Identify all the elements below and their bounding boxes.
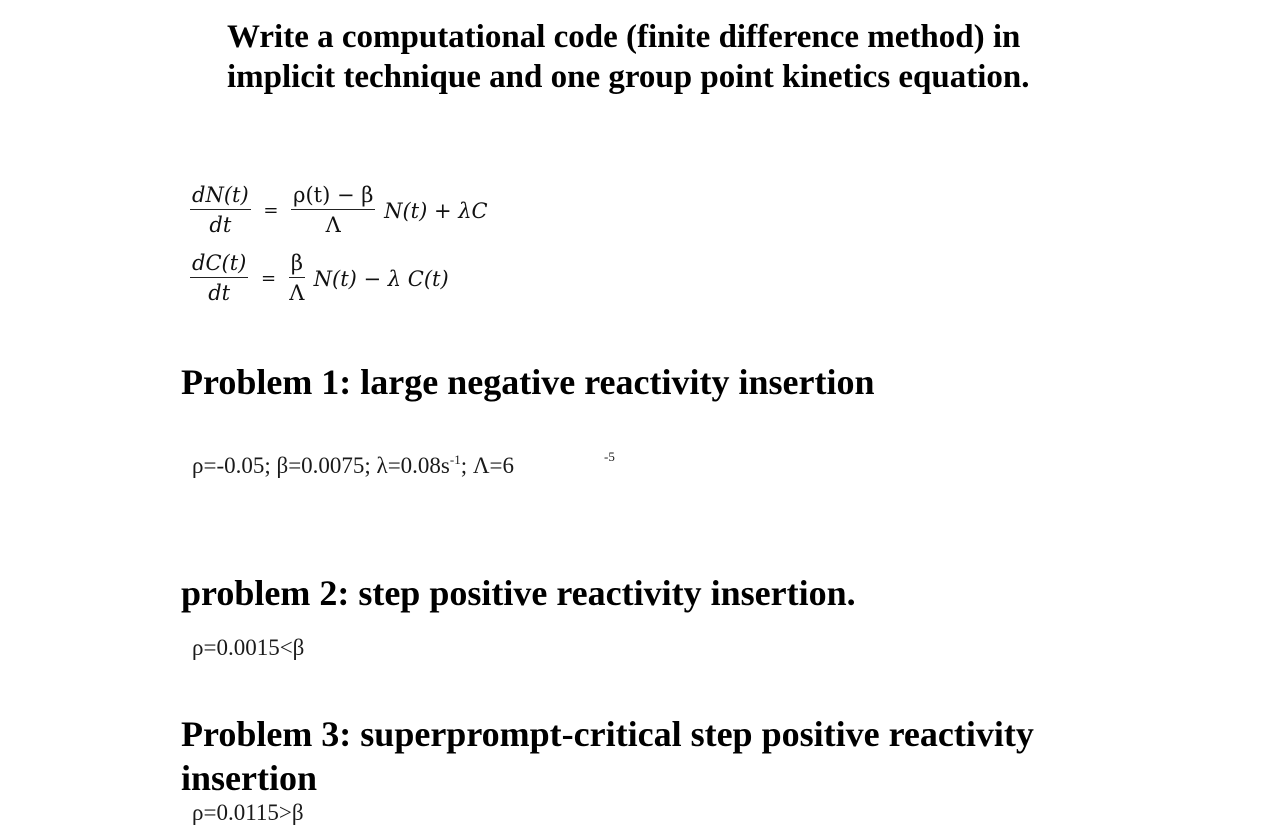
problem-3-heading-line-1: Problem 3: superprompt-critical step positive reactivity xyxy=(181,714,1034,754)
problem-3-heading-line-2: insertion xyxy=(181,758,318,798)
problem-2-parameters: ρ=0.0015<β xyxy=(192,635,305,660)
eq1-rhs-numerator: ρ(t) − β xyxy=(291,183,375,210)
eq2-rest: N(t) − λ C(t) xyxy=(313,266,449,291)
problem-1-params-tail: ; Λ=6 xyxy=(460,453,515,478)
problem-3-parameters: ρ=0.0115>β xyxy=(192,800,304,825)
eq1-lhs-fraction xyxy=(190,183,251,238)
eq1-rhs-fraction xyxy=(291,183,375,238)
eq1-lhs-numerator: dN(t) xyxy=(190,183,251,210)
eq2-equals: = xyxy=(261,268,277,289)
problem-1-params-main: ρ=-0.05; β=0.0075; λ=0.08s xyxy=(192,453,450,478)
problem-2-heading: problem 2: step positive reactivity insertion. xyxy=(181,573,856,613)
title-line-2: implicit technique and one group point kinetics equation. xyxy=(227,59,1030,95)
eq1-equals: = xyxy=(263,200,279,221)
problem-1-params-exponent: -5 xyxy=(604,449,615,464)
neutron-density-equation xyxy=(190,183,488,238)
eq2-rhs-fraction xyxy=(289,251,305,306)
eq2-lhs-numerator: dC(t) xyxy=(190,251,248,278)
page-title xyxy=(227,17,1167,97)
eq1-rhs-denominator: Λ xyxy=(325,213,341,237)
eq1-lhs-denominator: dt xyxy=(209,213,232,237)
eq2-rhs-denominator: Λ xyxy=(289,281,305,305)
precursor-equation xyxy=(190,251,449,306)
eq2-lhs-denominator: dt xyxy=(208,281,231,305)
problem-1-parameters xyxy=(192,449,615,479)
problem-1-params-sup: -1 xyxy=(449,452,461,467)
eq1-rest: N(t) + λC xyxy=(384,198,488,223)
eq2-lhs-fraction xyxy=(190,251,248,306)
eq2-rhs-numerator: β xyxy=(289,251,305,278)
title-line-1: Write a computational code (finite difference method) in xyxy=(227,19,1021,55)
problem-1-heading: Problem 1: large negative reactivity insertion xyxy=(181,362,875,402)
problem-3-heading xyxy=(181,712,1034,800)
